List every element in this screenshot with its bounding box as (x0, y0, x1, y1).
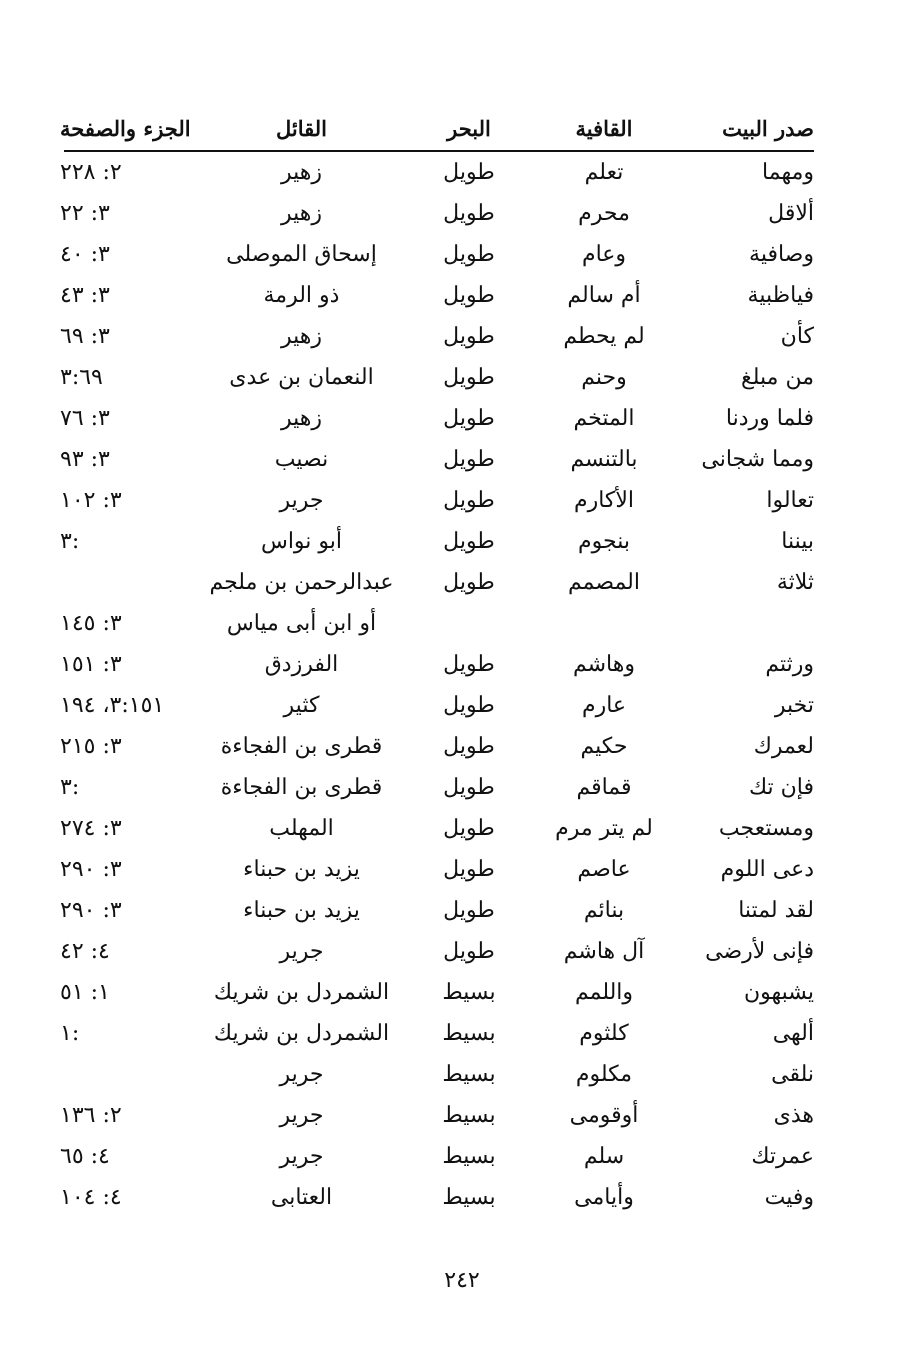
meter-cell: بسيط (442, 980, 496, 1005)
verse-start-cell: ألهى (772, 1021, 814, 1046)
rhyme-cell: محرم (578, 201, 630, 226)
verse-start-cell: نلقى (771, 1062, 814, 1087)
table-row (60, 603, 814, 644)
verse-start-cell: ومستعجب (718, 816, 814, 841)
meter-cell: طويل (443, 857, 495, 882)
rhyme-cell: أوقومى (569, 1103, 639, 1128)
volume-page-cell: ٣: ٩٣ (60, 447, 110, 472)
table-row (64, 1054, 814, 1095)
verse-start-cell: من مبلغ (741, 365, 814, 390)
rhyme-cell: بنجوم (578, 529, 630, 554)
poet-cell: جرير (279, 1062, 324, 1087)
poet-cell: يزيد بن حبناء (243, 857, 360, 882)
table-row (60, 439, 814, 480)
poet-cell: النعمان بن عدى (229, 365, 374, 390)
table-row (60, 1177, 814, 1218)
volume-page-cell: ٣: ٢١٥ (60, 734, 122, 759)
verse-start-cell: فإن تك (748, 775, 814, 800)
meter-cell: طويل (443, 816, 495, 841)
meter-cell: طويل (443, 447, 495, 472)
verse-start-cell: ثلاثة (776, 570, 814, 595)
poet-cell: جرير (279, 488, 324, 513)
meter-cell (409, 603, 529, 644)
table-row (60, 1013, 814, 1054)
volume-page-cell: ٣: (60, 775, 80, 800)
volume-page-cell: ٣: ٢٢ (60, 201, 110, 226)
volume-page-cell: ٣:٦٩ (60, 365, 103, 390)
rhyme-cell: عارم (581, 693, 627, 718)
poet-cell: يزيد بن حبناء (243, 898, 360, 923)
rhyme-cell: وهاشم (572, 652, 635, 677)
rhyme-cell: قماقم (576, 775, 632, 800)
table-row (60, 931, 814, 972)
verse-start-cell: وفيت (764, 1185, 814, 1210)
poet-cell: زهير (280, 324, 322, 349)
verse-start-cell: فإنى لأرضى (705, 939, 814, 964)
poet-cell: المهلب (269, 816, 334, 841)
poet-cell: زهير (280, 160, 322, 185)
table-row (60, 193, 814, 234)
meter-cell: طويل (443, 324, 495, 349)
header-poet: القائل (275, 116, 327, 141)
verse-start-cell: ألاقل (768, 201, 814, 226)
volume-page-cell (60, 1054, 196, 1095)
rhyme-cell: المتخم (573, 406, 635, 431)
rhyme-cell: آل هاشم (563, 939, 645, 964)
meter-cell: بسيط (442, 1021, 496, 1046)
volume-page-cell: ٣:١٥١، ١٩٤ (60, 693, 165, 718)
meter-cell: طويل (443, 201, 495, 226)
page-number: ٢٤٢ (444, 1268, 480, 1293)
rhyme-cell: وحنم (581, 365, 627, 390)
meter-cell: طويل (443, 529, 495, 554)
table-row (60, 972, 814, 1013)
verse-index-table (60, 108, 814, 1218)
verse-start-cell: كأن (780, 324, 814, 349)
table-row (60, 849, 814, 890)
verse-start-cell: ورثتم (765, 652, 814, 677)
table-row (60, 521, 814, 562)
poet-cell: كثير (283, 693, 320, 718)
table-row (60, 767, 814, 808)
verse-start-cell: ومهما (762, 160, 814, 185)
poet-cell: العتابى (270, 1185, 333, 1210)
rhyme-cell (534, 603, 674, 644)
poet-cell: نصيب (274, 447, 329, 472)
poet-cell: أبو نواس (260, 529, 343, 554)
meter-cell: طويل (443, 652, 495, 677)
rhyme-cell: وأيامى (574, 1185, 634, 1210)
table-row (60, 357, 814, 398)
rhyme-cell: لم يحطم (563, 324, 645, 349)
poet-cell: ذو الرمة (263, 283, 340, 308)
meter-cell: طويل (443, 242, 495, 267)
volume-page-cell (60, 562, 196, 603)
verse-start-cell: تخبر (774, 693, 814, 718)
verse-start-cell: تعالوا (766, 488, 814, 513)
meter-cell: طويل (443, 775, 495, 800)
table-row (60, 644, 814, 685)
rhyme-cell: سلم (583, 1144, 625, 1169)
meter-cell: طويل (443, 898, 495, 923)
rhyme-cell: واللمم (574, 980, 634, 1005)
table-row (60, 234, 814, 275)
rhyme-cell: عاصم (577, 857, 631, 882)
volume-page-cell: ٣: ٧٦ (60, 406, 110, 431)
volume-page-cell: ٣: ٤٠ (60, 242, 110, 267)
meter-cell: طويل (443, 488, 495, 513)
table-row (60, 152, 814, 193)
volume-page-cell: ٤: ١٠٤ (60, 1185, 122, 1210)
rhyme-cell: حكيم (580, 734, 628, 759)
rhyme-cell: الأكارم (573, 488, 635, 513)
volume-page-cell: ٣: ١٠٢ (60, 488, 122, 513)
poet-cell: زهير (280, 201, 322, 226)
poet-cell: أو ابن أبى مياس (226, 611, 377, 636)
volume-page-cell: ٣: ١٤٥ (60, 611, 122, 636)
meter-cell: طويل (443, 160, 495, 185)
volume-page-cell: ١: ٥١ (60, 980, 110, 1005)
volume-page-cell: ٣: ٢٩٠ (60, 898, 122, 923)
header-volume-page: الجزء والصفحة (60, 116, 191, 141)
verse-start-cell: عمرتك (751, 1144, 814, 1169)
verse-start-cell: فياظبية (747, 283, 814, 308)
rhyme-cell: بنائم (583, 898, 625, 923)
table-row (60, 480, 814, 521)
meter-cell: طويل (443, 939, 495, 964)
rhyme-cell: كلثوم (579, 1021, 629, 1046)
verse-start-cell: دعى اللوم (720, 857, 814, 882)
verse-start-cell: ومما شجانى (701, 447, 814, 472)
table-body (60, 152, 814, 1218)
verse-start-cell: بيننا (781, 529, 814, 554)
poet-cell: زهير (280, 406, 322, 431)
meter-cell: طويل (443, 570, 495, 595)
poet-cell: جرير (279, 1103, 324, 1128)
poet-cell: جرير (279, 1144, 324, 1169)
rhyme-cell: وعام (581, 242, 627, 267)
volume-page-cell: ٤: ٤٢ (60, 939, 110, 964)
header-rhyme: القافية (575, 116, 633, 141)
rhyme-cell: بالتنسم (570, 447, 638, 472)
volume-page-cell: ٢: ٢٢٨ (60, 160, 122, 185)
meter-cell: طويل (443, 406, 495, 431)
poet-cell: قطرى بن الفجاءة (220, 775, 383, 800)
verse-start-cell: وصافية (749, 242, 814, 267)
verse-start-cell (674, 603, 814, 644)
meter-cell: بسيط (442, 1062, 496, 1087)
poet-cell: عبدالرحمن بن ملجم (209, 570, 394, 595)
volume-page-cell: ٣: ٦٩ (60, 324, 110, 349)
poet-cell: قطرى بن الفجاءة (220, 734, 383, 759)
verse-start-cell: لقد لمتنا (738, 898, 814, 923)
volume-page-cell: ٣: ١٥١ (60, 652, 122, 677)
table-row (60, 890, 814, 931)
meter-cell: بسيط (442, 1185, 496, 1210)
volume-page-cell: ١: (60, 1021, 80, 1046)
rhyme-cell: المصمم (568, 570, 640, 595)
table-row (60, 1095, 814, 1136)
rhyme-cell: مكلوم (575, 1062, 633, 1087)
poet-cell: الشمردل بن شريك (213, 980, 390, 1005)
verse-start-cell: فلما وردنا (725, 406, 814, 431)
poet-cell: إسحاق الموصلى (226, 242, 377, 267)
header-verse-start: صدر البيت (722, 116, 814, 141)
volume-page-cell: ٣: ٢٧٤ (60, 816, 122, 841)
meter-cell: طويل (443, 283, 495, 308)
rhyme-cell: لم يتر مرم (555, 816, 653, 841)
meter-cell: بسيط (442, 1144, 496, 1169)
poet-cell: جرير (279, 939, 324, 964)
meter-cell: طويل (443, 734, 495, 759)
table-row (60, 808, 814, 849)
meter-cell: طويل (443, 693, 495, 718)
table-row (60, 398, 814, 439)
rhyme-cell: أم سالم (567, 283, 641, 308)
meter-cell: طويل (443, 365, 495, 390)
verse-start-cell: هذى (773, 1103, 814, 1128)
table-row (60, 275, 814, 316)
table-row (64, 562, 814, 603)
header-meter: البحر (447, 116, 491, 141)
volume-page-cell: ٢: ١٣٦ (60, 1103, 122, 1128)
verse-start-cell: يشبهون (743, 980, 814, 1005)
poet-cell: الفرزدق (264, 652, 339, 677)
volume-page-cell: ٣: (60, 529, 80, 554)
table-row (60, 1136, 814, 1177)
table-header (60, 108, 814, 152)
table-row (60, 685, 814, 726)
volume-page-cell: ٣: ٤٣ (60, 283, 110, 308)
verse-start-cell: لعمرك (753, 734, 814, 759)
volume-page-cell: ٣: ٢٩٠ (60, 857, 122, 882)
table-row (60, 726, 814, 767)
rhyme-cell: تعلم (584, 160, 624, 185)
table-row (60, 316, 814, 357)
poet-cell: الشمردل بن شريك (213, 1021, 390, 1046)
volume-page-cell: ٤: ٦٥ (60, 1144, 110, 1169)
meter-cell: بسيط (442, 1103, 496, 1128)
